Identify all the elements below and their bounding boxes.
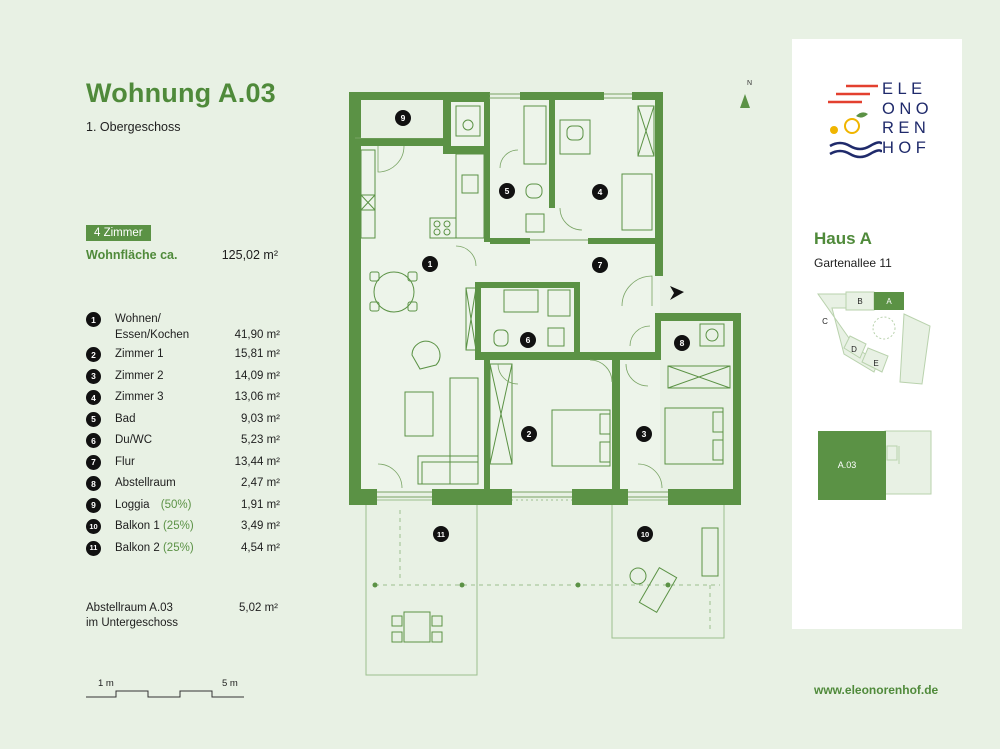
room-size: 5,23 m²: [241, 434, 280, 446]
room-name: Zimmer 2: [115, 369, 164, 382]
room-row: [86, 455, 280, 477]
room-name: Bad: [115, 412, 136, 425]
room-name: [115, 498, 220, 512]
room-name: Abstellraum: [115, 477, 176, 489]
plan-label-1: 1: [427, 259, 433, 269]
storage-line1: Abstellraum A.03: [86, 602, 173, 614]
plan-label-10: 10: [640, 530, 650, 539]
room-number: 9: [86, 498, 101, 513]
logo-line-4: HOF: [882, 138, 931, 157]
site-label-a: A: [886, 297, 892, 306]
site-label-e: E: [873, 359, 879, 368]
site-label-c: C: [822, 317, 828, 326]
room-percent: (25%): [162, 520, 194, 532]
plan-label-9: 9: [400, 113, 406, 123]
room-name: Flur: [115, 455, 135, 468]
room-name-line2: Essen/Kochen: [115, 329, 190, 341]
room-size: 41,90 m²: [234, 329, 280, 341]
plan-label-6: 6: [525, 335, 531, 345]
apartment-title: Wohnung A.03: [86, 78, 276, 108]
plan-label-3: 3: [641, 429, 647, 439]
room-size: 9,03 m²: [241, 412, 280, 425]
logo-line-1: ELE: [882, 80, 927, 98]
room-row: [86, 347, 280, 369]
plan-label-7: 7: [597, 260, 603, 270]
room-row: [86, 476, 280, 498]
floor-label: 1. Obergeschoss: [86, 120, 181, 134]
compass-label: N: [747, 80, 753, 87]
room-number: 11: [86, 541, 101, 556]
living-area-value: 125,02 m²: [221, 248, 278, 262]
room-row: [86, 541, 280, 563]
scale-bar-graphic: [86, 687, 246, 701]
logo-line-2: ONO: [882, 99, 934, 118]
room-row: [86, 369, 280, 391]
plan-label-4: 4: [597, 187, 603, 197]
room-number: 3: [86, 369, 101, 384]
plan-label-5: 5: [504, 186, 510, 196]
room-percent: (25%): [162, 541, 194, 554]
room-name-line1: Wohnen/: [115, 313, 161, 325]
balcony-1-outline: [612, 500, 724, 638]
logo-line-3: REN: [882, 119, 931, 137]
room-size: 2,47 m²: [241, 477, 280, 489]
site-label-d: D: [851, 345, 857, 354]
room-name: [115, 519, 220, 533]
plan-label-2: 2: [526, 429, 532, 439]
room-number: 7: [86, 455, 101, 470]
website-link[interactable]: www.eleonorenhof.de: [814, 683, 939, 697]
room-number: 5: [86, 412, 101, 427]
entrance-arrow-icon: [670, 286, 684, 300]
room-row: [86, 390, 280, 412]
scale-bar: [86, 678, 246, 700]
house-title: Haus A: [814, 229, 872, 248]
room-size: 4,54 m²: [241, 541, 280, 554]
site-label-b: B: [857, 297, 863, 306]
plan-label-11: 11: [437, 530, 445, 539]
eleonorenhof-logo-icon: [826, 80, 882, 164]
rooms-badge: 4 Zimmer: [86, 225, 151, 241]
room-name-text: Balkon 1: [115, 520, 160, 532]
logo-wordmark: [882, 80, 933, 158]
room-row: [86, 312, 280, 347]
room-percent: (50%): [160, 498, 192, 511]
room-size: 1,91 m²: [241, 498, 280, 511]
scale-label-5m: 5 m: [222, 678, 238, 689]
room-number: 2: [86, 347, 101, 362]
room-name: [115, 541, 220, 555]
room-name: [115, 312, 220, 342]
unit-label: A.03: [837, 460, 857, 470]
room-number: 1: [86, 312, 101, 327]
room-row: [86, 519, 280, 541]
room-name-text: Balkon 2: [115, 541, 160, 554]
storage-size: 5,02 m²: [239, 602, 278, 614]
scale-label-1m: 1 m: [98, 678, 114, 689]
basement-storage: [86, 601, 278, 631]
storage-line2: im Untergeschoss: [86, 617, 179, 629]
room-number: 4: [86, 390, 101, 405]
room-number: 8: [86, 476, 101, 491]
room-name: Zimmer 3: [115, 391, 164, 403]
room-name: Du/WC: [115, 434, 153, 446]
floor-plan: [340, 70, 780, 690]
house-address: Gartenallee 11: [814, 256, 892, 270]
balcony-2-outline: [366, 500, 477, 675]
unit-location-plan: [815, 428, 935, 500]
room-size: 15,81 m²: [234, 348, 280, 360]
room-size: 14,09 m²: [234, 369, 280, 382]
plan-label-8: 8: [679, 338, 685, 348]
room-list: [86, 312, 280, 562]
room-name-text: Loggia: [115, 498, 150, 511]
site-plan: [810, 286, 950, 396]
living-area-label: Wohnfläche ca.: [86, 248, 178, 262]
room-row: [86, 498, 280, 520]
room-size: 13,06 m²: [234, 391, 280, 403]
room-row: [86, 412, 280, 434]
room-number: 6: [86, 433, 101, 448]
room-row: [86, 433, 280, 455]
room-number: 10: [86, 519, 101, 534]
room-size: 13,44 m²: [234, 455, 280, 468]
north-arrow-icon: [740, 94, 750, 108]
room-size: 3,49 m²: [241, 520, 280, 532]
room-name: Zimmer 1: [115, 348, 164, 360]
